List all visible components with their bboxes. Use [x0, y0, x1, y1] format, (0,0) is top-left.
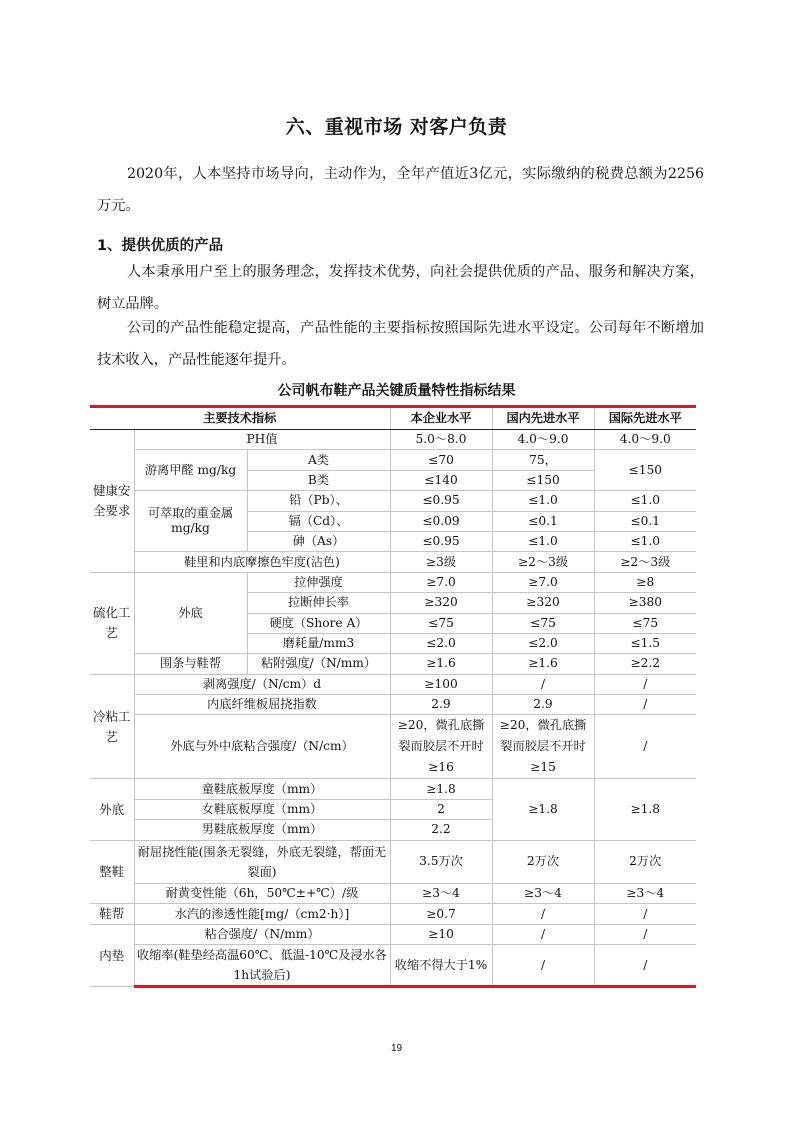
quality-spec-table — [90, 405, 696, 988]
peel-international: / — [594, 674, 696, 694]
foxing-sub: 粘附强度/（N/mm） — [247, 654, 390, 674]
bond-name: 外底与外中底粘合强度/（N/cm） — [134, 715, 390, 779]
heavy-metal-name: 可萃取的重金属mg/kg — [134, 491, 247, 552]
flexing-company: 3.5万次 — [390, 840, 492, 883]
ph-name: PH值 — [134, 430, 390, 450]
pb-label: 铅（Pb）、 — [247, 491, 390, 511]
cd-domestic: ≤0.1 — [492, 511, 594, 531]
shank-international: ≥1.8 — [594, 779, 696, 840]
as-international: ≤1.0 — [594, 531, 696, 551]
tensile-domestic: ≥7.0 — [492, 572, 594, 592]
shank-child: 童鞋底板厚度（mm） — [134, 779, 390, 799]
table-row — [90, 450, 696, 470]
flexing-domestic: 2万次 — [492, 840, 594, 883]
intro-paragraph: 2020年，人本坚持市场导向，主动作为，全年产值近3亿元，实际缴纳的税费总额为2256万元。 — [97, 166, 704, 214]
table-row — [90, 572, 696, 592]
vapor-company: ≥0.7 — [390, 904, 492, 925]
wear-international: ≤1.5 — [594, 633, 696, 653]
bond-company: ≥20，微孔底撕裂而胶层不开时≥16 — [390, 715, 492, 779]
shank-domestic: ≥1.8 — [492, 779, 594, 840]
shrink-name: 收缩率(鞋垫经高温60℃、低温-10℃及浸水各1h试验后) — [134, 945, 390, 987]
table-row — [90, 840, 696, 883]
colorfast-international: ≥2～3级 — [594, 552, 696, 572]
shank-women: 女鞋底板厚度（mm） — [134, 799, 390, 819]
group-upper: 鞋帮 — [90, 904, 134, 925]
table-row — [90, 904, 696, 925]
vapor-name: 水汽的渗透性能[mg/（cm2·h）] — [134, 904, 390, 925]
flex-index-name: 内底纤维板屈挠指数 — [134, 695, 390, 715]
header-indicator: 主要技术指标 — [90, 407, 390, 430]
colorfast-domestic: ≥2～3级 — [492, 552, 594, 572]
colorfast-name: 鞋里和内底摩擦色牢度(沾色) — [134, 552, 390, 572]
cd-company: ≤0.09 — [390, 511, 492, 531]
formaldehyde-name: 游离甲醛 mg/kg — [134, 450, 247, 491]
foxing-international: ≥2.2 — [594, 654, 696, 674]
shank-child-company: ≥1.8 — [390, 779, 492, 799]
group-outsole: 外底 — [90, 779, 134, 840]
adhesion-name: 粘合强度/（N/mm） — [134, 925, 390, 945]
shrink-domestic: / — [492, 945, 594, 987]
bond-domestic: ≥20，微孔底撕裂而胶层不开时≥15 — [492, 715, 594, 779]
paragraph-service: 人本秉承用户至上的服务理念，发挥技术优势，向社会提供优质的产品、服务和解决方案，树立品牌。 — [97, 264, 704, 312]
wear-label: 磨耗量/mm3 — [247, 633, 390, 653]
foxing-domestic: ≥1.6 — [492, 654, 594, 674]
cd-international: ≤0.1 — [594, 511, 696, 531]
shank-men-company: 2.2 — [390, 820, 492, 840]
formaldehyde-international: ≤150 — [594, 450, 696, 491]
flexing-name: 耐屈挠性能(围条无裂缝，外底无裂缝，帮面无裂面) — [134, 840, 390, 883]
formaldehyde-b-domestic: ≤150 — [492, 470, 594, 490]
table-row — [90, 430, 696, 450]
ph-company: 5.0～8.0 — [390, 430, 492, 450]
sole-name: 外底 — [134, 572, 247, 654]
peel-name: 剥离强度/（N/cm）d — [134, 674, 390, 694]
yellowing-international: ≥3～4 — [594, 883, 696, 903]
table-row — [90, 715, 696, 779]
header-international: 国际先进水平 — [594, 407, 696, 430]
flex-index-company: 2.9 — [390, 695, 492, 715]
shrink-company: 收缩不得大于1% — [390, 945, 492, 987]
ph-international: 4.0～9.0 — [594, 430, 696, 450]
yellowing-domestic: ≥3～4 — [492, 883, 594, 903]
elong-company: ≥320 — [390, 593, 492, 613]
group-insole: 内垫 — [90, 925, 134, 987]
pb-company: ≤0.95 — [390, 491, 492, 511]
adhesion-company: ≥10 — [390, 925, 492, 945]
formaldehyde-b-company: ≤140 — [390, 470, 492, 490]
colorfast-company: ≥3级 — [390, 552, 492, 572]
page-number: 19 — [390, 1043, 403, 1054]
group-health: 健康安全要求 — [90, 430, 134, 573]
section-heading: 1、提供优质的产品 — [97, 238, 224, 254]
flexing-international: 2万次 — [594, 840, 696, 883]
bond-international: / — [594, 715, 696, 779]
table-header-row — [90, 407, 696, 430]
table-row — [90, 654, 696, 674]
elong-international: ≥380 — [594, 593, 696, 613]
shank-men: 男鞋底板厚度（mm） — [134, 820, 390, 840]
wear-company: ≤2.0 — [390, 633, 492, 653]
shank-women-company: 2 — [390, 799, 492, 819]
peel-domestic: / — [492, 674, 594, 694]
shrink-international: / — [594, 945, 696, 987]
adhesion-domestic: / — [492, 925, 594, 945]
hard-domestic: ≤75 — [492, 613, 594, 633]
group-finish: 整鞋 — [90, 840, 134, 903]
table-row — [90, 925, 696, 945]
formaldehyde-a-domestic: 75， — [492, 450, 594, 470]
wear-domestic: ≤2.0 — [492, 633, 594, 653]
formaldehyde-b-label: B类 — [247, 470, 390, 490]
table-row — [90, 491, 696, 511]
tensile-company: ≥7.0 — [390, 572, 492, 592]
tensile-label: 拉伸强度 — [247, 572, 390, 592]
adhesion-international: / — [594, 925, 696, 945]
formaldehyde-a-label: A类 — [247, 450, 390, 470]
header-domestic: 国内先进水平 — [492, 407, 594, 430]
elong-domestic: ≥320 — [492, 593, 594, 613]
as-company: ≤0.95 — [390, 531, 492, 551]
page-title: 六、重视市场 对客户负责 — [285, 116, 508, 138]
elong-label: 拉断伸长率 — [247, 593, 390, 613]
hard-international: ≤75 — [594, 613, 696, 633]
table-row — [90, 552, 696, 572]
table-row — [90, 883, 696, 903]
foxing-name: 围条与鞋帮 — [134, 654, 247, 674]
cd-label: 镉（Cd）、 — [247, 511, 390, 531]
flex-index-domestic: 2.9 — [492, 695, 594, 715]
tensile-international: ≥8 — [594, 572, 696, 592]
table-caption: 公司帆布鞋产品关键质量特性指标结果 — [277, 383, 516, 399]
hard-label: 硬度（Shore A） — [247, 613, 390, 633]
as-domestic: ≤1.0 — [492, 531, 594, 551]
yellowing-name: 耐黄变性能（6h，50℃±+℃）/级 — [134, 883, 390, 903]
group-vulcan: 硫化工艺 — [90, 572, 134, 674]
table-row — [90, 695, 696, 715]
vapor-international: / — [594, 904, 696, 925]
pb-international: ≤1.0 — [594, 491, 696, 511]
table-row — [90, 674, 696, 694]
as-label: 砷（As） — [247, 531, 390, 551]
vapor-domestic: / — [492, 904, 594, 925]
table-row — [90, 779, 696, 799]
paragraph-performance: 公司的产品性能稳定提高，产品性能的主要指标按照国际先进水平设定。公司每年不断增加技术收入，产品性能逐年提升。 — [97, 320, 704, 368]
peel-company: ≥100 — [390, 674, 492, 694]
foxing-company: ≥1.6 — [390, 654, 492, 674]
pb-domestic: ≤1.0 — [492, 491, 594, 511]
header-company: 本企业水平 — [390, 407, 492, 430]
yellowing-company: ≥3～4 — [390, 883, 492, 903]
group-cold: 冷粘工艺 — [90, 674, 134, 779]
flex-index-international: / — [594, 695, 696, 715]
hard-company: ≤75 — [390, 613, 492, 633]
table-row — [90, 945, 696, 987]
ph-domestic: 4.0～9.0 — [492, 430, 594, 450]
formaldehyde-a-company: ≤70 — [390, 450, 492, 470]
